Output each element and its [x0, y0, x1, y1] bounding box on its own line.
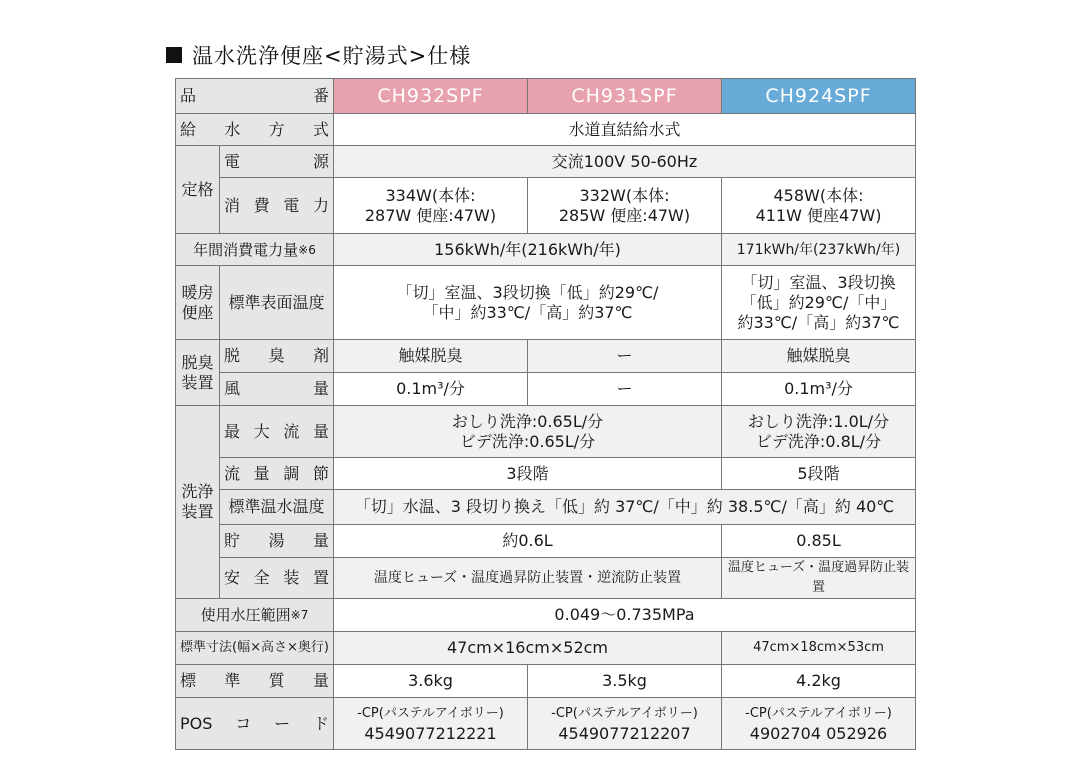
- value-line: 「低」約29℃/「中」: [740, 292, 897, 312]
- value-nenkan-12: 156kWh/年(216kWh/年): [334, 234, 722, 266]
- row-label-dengen: 電源: [220, 146, 334, 178]
- row-label-saidai-ryuryo: 最大流量: [220, 406, 334, 458]
- table-row: [176, 632, 916, 665]
- value-shitsuryo-3: 4.2kg: [722, 665, 916, 698]
- value-shohi-1: [334, 178, 528, 234]
- group-label-teikaku: 定格: [176, 146, 220, 234]
- table-row: [176, 266, 916, 340]
- model-header-1: CH932SPF: [334, 79, 528, 114]
- value-choto-3: 0.85L: [722, 525, 916, 558]
- row-label-shitsuryo: 標準質量: [176, 665, 334, 698]
- value-line: ビデ洗浄:0.8L/分: [755, 431, 882, 451]
- table-row: [176, 114, 916, 146]
- table-row: [176, 79, 916, 114]
- value-danbo-3: [722, 266, 916, 340]
- group-label-dasshu: [176, 340, 220, 406]
- value-dasshuzai-2: ー: [528, 340, 722, 373]
- row-label-ryuryo-chosetsu: 流量調節: [220, 458, 334, 490]
- value-shitsuryo-1: 3.6kg: [334, 665, 528, 698]
- value-shitsuryo-2: 3.5kg: [528, 665, 722, 698]
- table-row: [176, 406, 916, 458]
- value-line: -CP(パステルアイボリー): [551, 705, 698, 721]
- value-line: 287W 便座:47W): [364, 205, 497, 225]
- label-text: 年間消費電力量: [193, 240, 299, 259]
- value-line: 285W 便座:47W): [558, 205, 691, 225]
- value-furyo-3: 0.1m³/分: [722, 373, 916, 406]
- group-line: 装置: [181, 502, 214, 521]
- row-label-furyo: 風量: [220, 373, 334, 406]
- value-line: ビデ洗浄:0.65L/分: [459, 431, 596, 451]
- value-line: 458W(本体:: [773, 185, 864, 205]
- value-chosetsu-3: 5段階: [722, 458, 916, 490]
- value-line: 「切」室温、3段切換: [741, 272, 896, 292]
- table-row: [176, 340, 916, 373]
- row-label-hyojun-hyomen: 標準表面温度: [220, 266, 334, 340]
- value-nenkan-3: 171kWh/年(237kWh/年): [722, 234, 916, 266]
- table-row: [176, 458, 916, 490]
- spec-title-block: [166, 40, 471, 70]
- row-label-shohi: 消費電力: [220, 178, 334, 234]
- row-label-anzen-sochi: 安全装置: [220, 558, 334, 599]
- footnote-mark: ※6: [298, 242, 316, 257]
- value-furyo-1: 0.1m³/分: [334, 373, 528, 406]
- value-kyusui: 水道直結給水式: [334, 114, 916, 146]
- footnote-mark: ※7: [290, 608, 309, 622]
- value-line: 411W 便座47W): [755, 205, 882, 225]
- table-row: [176, 178, 916, 234]
- table-row: [176, 146, 916, 178]
- value-suiatsu: 0.049〜0.735MPa: [334, 599, 916, 632]
- table-row: [176, 234, 916, 266]
- row-label-kyusui: 給水方式: [176, 114, 334, 146]
- value-anzen-3: 温度ヒューズ・温度過昇防止装置: [722, 558, 916, 599]
- group-line: 暖房: [181, 282, 214, 302]
- value-line: おしり洗浄:0.65L/分: [451, 411, 604, 431]
- value-chosetsu-12: 3段階: [334, 458, 722, 490]
- table-row: [176, 599, 916, 632]
- value-shohi-3: [722, 178, 916, 234]
- value-sunpo-12: 47cm×16cm×52cm: [334, 632, 722, 665]
- table-row: [176, 525, 916, 558]
- spec-table: [175, 78, 916, 750]
- table-row: [176, 373, 916, 406]
- table-row: [176, 490, 916, 525]
- value-line: おしり洗浄:1.0L/分: [747, 411, 890, 431]
- value-anzen-12: 温度ヒューズ・温度過昇防止装置・逆流防止装置: [334, 558, 722, 599]
- row-label-pos: POSコード: [176, 698, 334, 750]
- group-label-danbo: [176, 266, 220, 340]
- group-line: 便座: [181, 302, 214, 322]
- value-saidai-12: [334, 406, 722, 458]
- group-line: 装置: [181, 372, 214, 392]
- value-line: 「切」室温、3段切換「低」約29℃/: [396, 282, 659, 302]
- table-row: [176, 665, 916, 698]
- value-line: 4549077212221: [364, 723, 497, 743]
- value-sunpo-3: 47cm×18cm×53cm: [722, 632, 916, 665]
- label-text: 品番: [180, 86, 329, 105]
- value-pos-1: [334, 698, 528, 750]
- value-line: 4902704 052926: [749, 723, 888, 743]
- value-pos-2: [528, 698, 722, 750]
- value-line: 約33℃/「高」約37℃: [737, 312, 900, 332]
- row-label-hinban: [176, 79, 334, 114]
- row-label-onsui-ondo: 標準温水温度: [220, 490, 334, 525]
- model-header-3: CH924SPF: [722, 79, 916, 114]
- value-onsui: 「切」水温、3 段切り換え「低」約 37℃/「中」約 38.5℃/「高」約 40℃: [334, 490, 916, 525]
- group-line: 洗浄: [181, 482, 214, 501]
- value-furyo-2: ー: [528, 373, 722, 406]
- value-line: -CP(パステルアイボリー): [745, 705, 892, 721]
- value-line: 334W(本体:: [385, 185, 476, 205]
- group-line: 脱臭: [181, 352, 214, 372]
- value-pos-3: [722, 698, 916, 750]
- value-choto-12: 約0.6L: [334, 525, 722, 558]
- value-line: 4549077212207: [558, 723, 691, 743]
- page-title: 温水洗浄便座<貯湯式>仕様: [192, 44, 472, 68]
- model-header-2: CH931SPF: [528, 79, 722, 114]
- value-dengen: 交流100V 50-60Hz: [334, 146, 916, 178]
- row-label-dasshuzai: 脱臭剤: [220, 340, 334, 373]
- row-label-nenkan: [176, 234, 334, 266]
- table-row: [176, 698, 916, 750]
- value-line: 332W(本体:: [579, 185, 670, 205]
- black-square-icon: [166, 47, 182, 63]
- value-saidai-3: [722, 406, 916, 458]
- group-label-senjo: [176, 406, 220, 599]
- value-dasshuzai-3: 触媒脱臭: [722, 340, 916, 373]
- value-danbo-12: [334, 266, 722, 340]
- table-row: [176, 558, 916, 599]
- row-label-suiatsu: [176, 599, 334, 632]
- value-dasshuzai-1: 触媒脱臭: [334, 340, 528, 373]
- row-label-sunpo: 標準寸法(幅×高さ×奥行): [176, 632, 334, 665]
- value-line: -CP(パステルアイボリー): [357, 705, 504, 721]
- value-line: 「中」約33℃/「高」約37℃: [422, 302, 633, 322]
- row-label-chotoryo: 貯湯量: [220, 525, 334, 558]
- value-shohi-2: [528, 178, 722, 234]
- label-text: 使用水圧範囲: [200, 606, 291, 624]
